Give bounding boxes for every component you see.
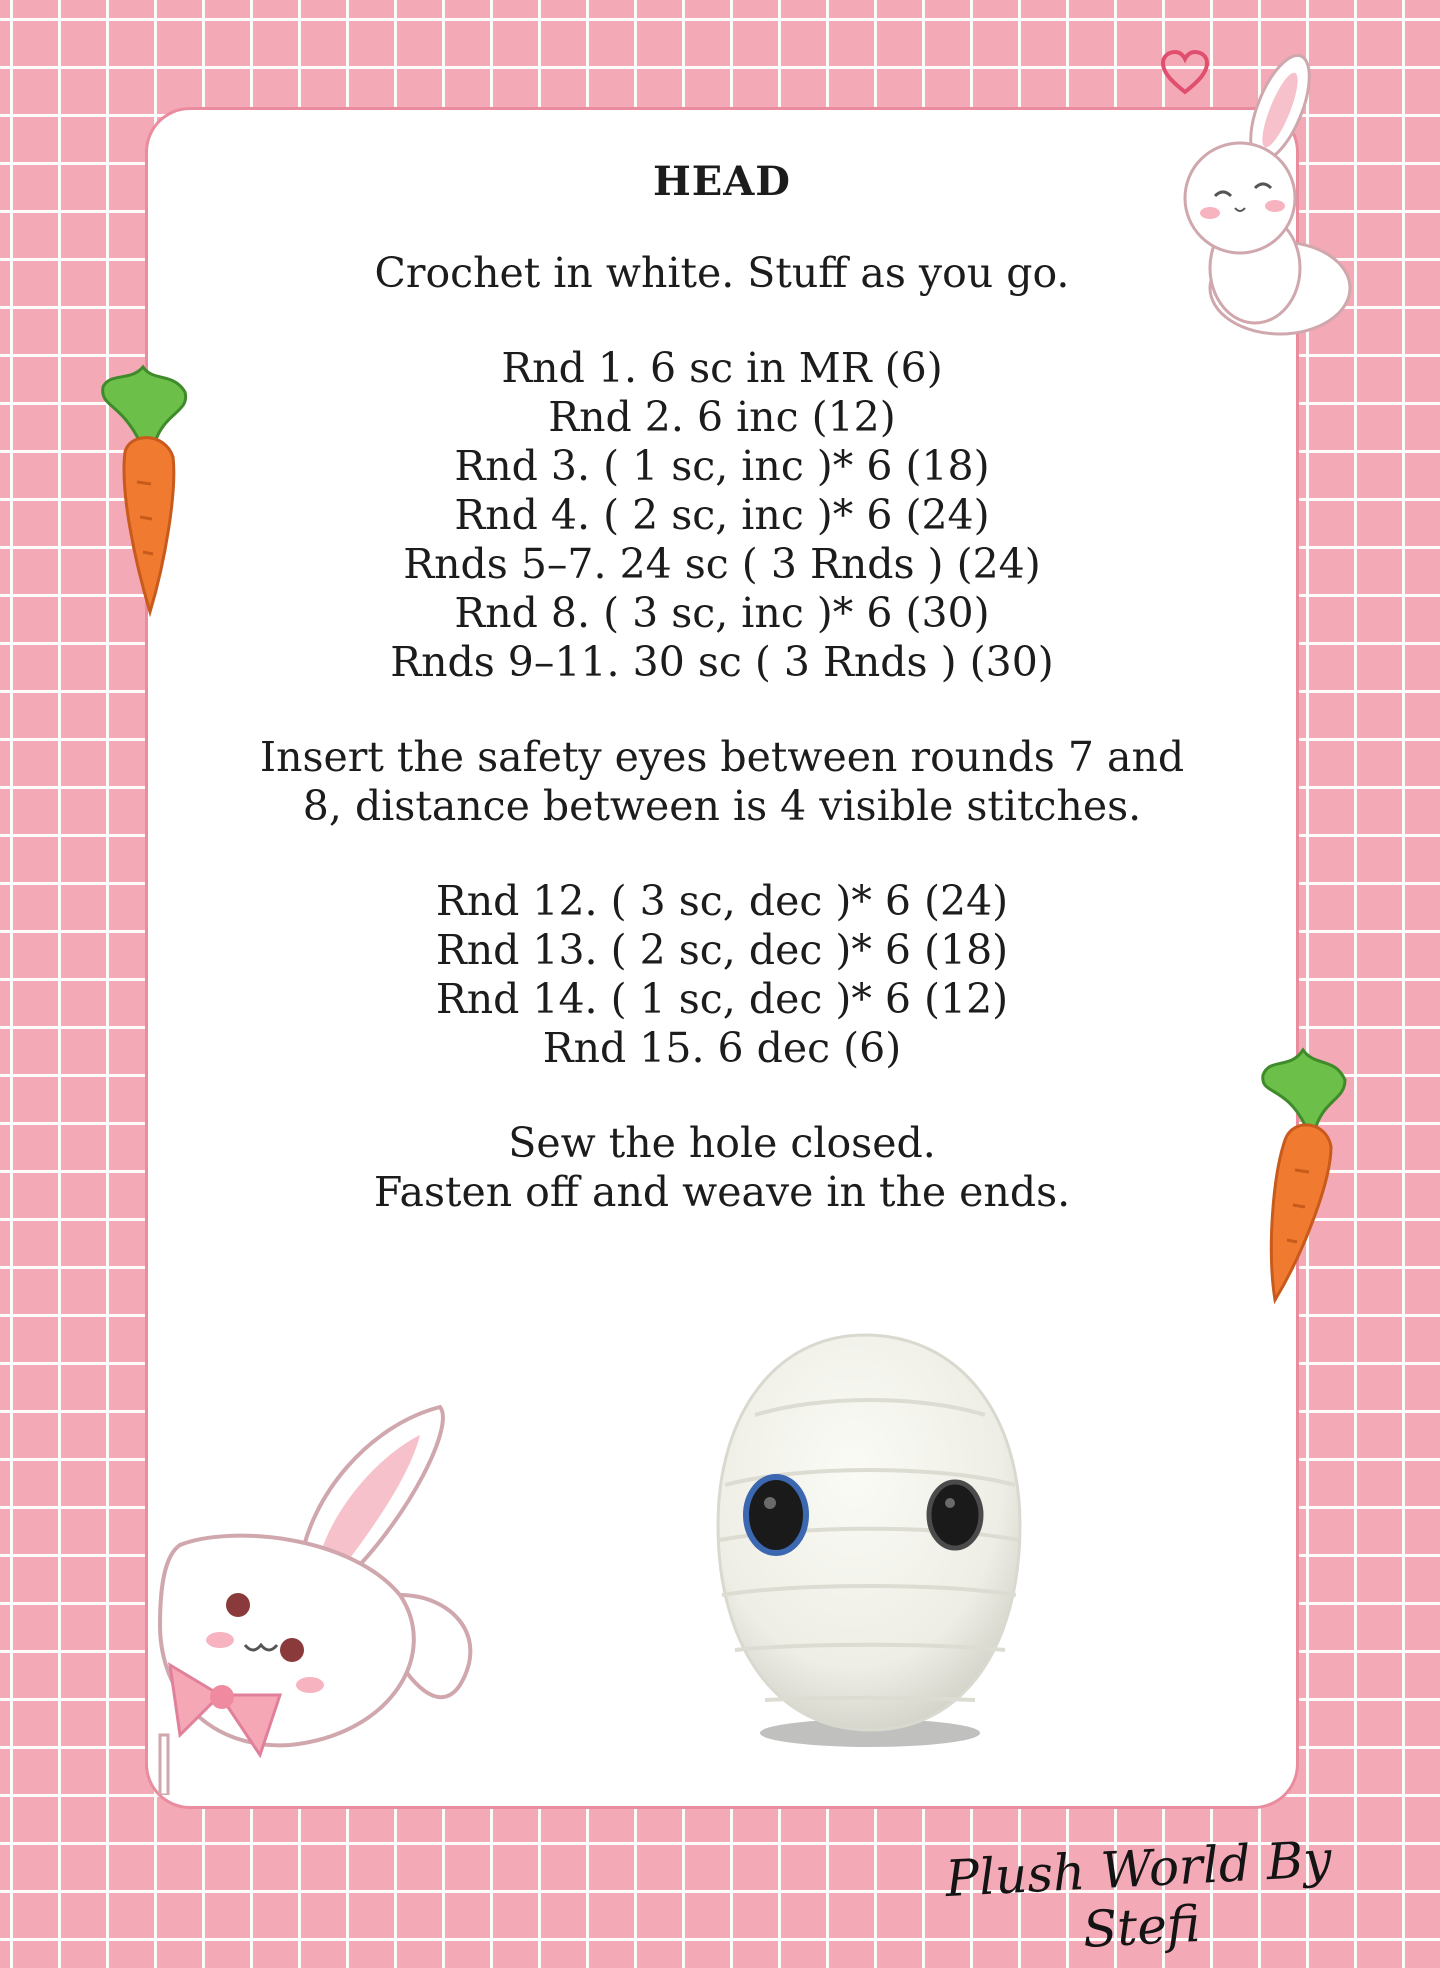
round-line: Rnd 15. 6 dec (6) bbox=[542, 1024, 902, 1072]
round-line: Rnd 2. 6 inc (12) bbox=[548, 393, 896, 441]
bunny-bottom-left-icon bbox=[150, 1395, 510, 1795]
carrot-left-icon bbox=[95, 362, 195, 622]
crochet-head-photo bbox=[680, 1325, 1050, 1755]
note-line: Insert the safety eyes between rounds 7 and bbox=[259, 733, 1185, 781]
intro-paragraph bbox=[148, 249, 1296, 298]
rounds-list-1 bbox=[148, 344, 1296, 687]
round-line: Rnd 8. ( 3 sc, inc )* 6 (30) bbox=[454, 589, 990, 637]
eyes-note bbox=[148, 733, 1296, 831]
pattern-content bbox=[148, 150, 1296, 1263]
finish-line: Sew the hole closed. bbox=[508, 1119, 936, 1167]
round-line: Rnd 1. 6 sc in MR (6) bbox=[501, 344, 943, 392]
round-line: Rnd 3. ( 1 sc, inc )* 6 (18) bbox=[454, 442, 990, 490]
finish-line: Fasten off and weave in the ends. bbox=[373, 1168, 1071, 1216]
intro-line: Crochet in white. Stuff as you go. bbox=[374, 249, 1070, 297]
brand-signature: Plush World By Stefi bbox=[943, 1829, 1333, 1959]
carrot-right-icon bbox=[1245, 1045, 1355, 1305]
round-line: Rnd 4. ( 2 sc, inc )* 6 (24) bbox=[454, 491, 990, 539]
round-line: Rnd 13. ( 2 sc, dec )* 6 (18) bbox=[435, 926, 1009, 974]
note-line: 8, distance between is 4 visible stitches. bbox=[302, 782, 1142, 830]
finish-paragraph bbox=[148, 1119, 1296, 1217]
section-title: HEAD bbox=[652, 158, 791, 205]
round-line: Rnds 5–7. 24 sc ( 3 Rnds ) (24) bbox=[403, 540, 1041, 588]
round-line: Rnd 12. ( 3 sc, dec )* 6 (24) bbox=[435, 877, 1009, 925]
round-line: Rnds 9–11. 30 sc ( 3 Rnds ) (30) bbox=[390, 638, 1054, 686]
bunny-top-right-icon bbox=[1160, 48, 1360, 338]
rounds-list-2 bbox=[148, 877, 1296, 1073]
round-line: Rnd 14. ( 1 sc, dec )* 6 (12) bbox=[435, 975, 1009, 1023]
